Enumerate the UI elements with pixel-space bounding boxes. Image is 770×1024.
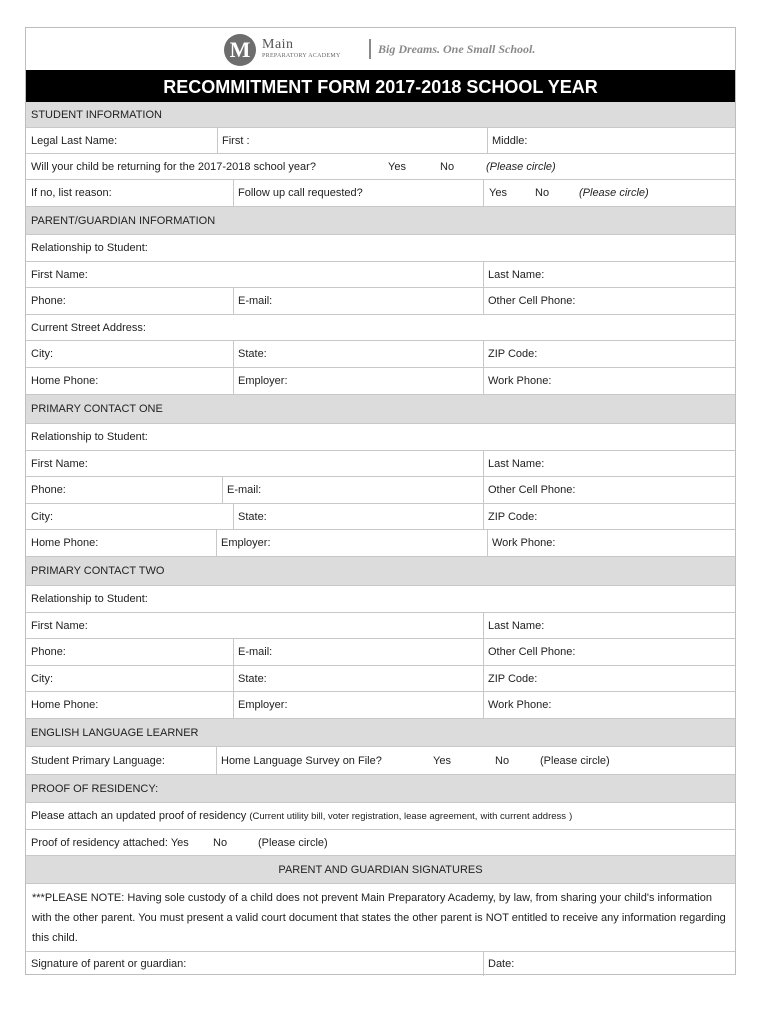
logo-band xyxy=(26,28,735,70)
employer-field[interactable]: Employer: xyxy=(238,375,288,387)
please-circle-note: (Please circle) xyxy=(540,754,610,767)
last-name-field[interactable]: Last Name: xyxy=(488,457,545,470)
city-field[interactable]: City: xyxy=(31,672,53,685)
home-phone-field[interactable]: Home Phone: xyxy=(31,699,99,711)
relationship-field[interactable]: Relationship to Student: xyxy=(31,242,148,254)
please-circle-note: (Please circle) xyxy=(258,836,328,849)
section-signatures xyxy=(26,856,735,884)
first-name-field[interactable]: First : xyxy=(222,134,250,147)
tagline: Big Dreams. One Small School. xyxy=(378,42,536,56)
attach-address-text: with current address xyxy=(480,810,567,822)
row-c2-phone xyxy=(26,639,735,666)
recommitment-form xyxy=(25,27,736,975)
street-address-field[interactable]: Current Street Address: xyxy=(31,321,146,334)
returning-yes-option[interactable]: Yes xyxy=(388,160,406,173)
row-returning xyxy=(26,154,735,180)
relationship-field[interactable]: Relationship to Student: xyxy=(31,593,148,605)
returning-no-option[interactable]: No xyxy=(440,160,455,173)
attach-main-text: Please attach an updated proof of residency xyxy=(31,810,247,822)
row-parent-name xyxy=(26,262,735,288)
logo-subtitle: PREPARATORY ACADEMY xyxy=(262,53,341,59)
residency-attached-yes-option[interactable]: Proof of residency attached: Yes xyxy=(31,836,189,849)
last-name-field[interactable]: Last Name: xyxy=(488,268,545,281)
custody-note: ***PLEASE NOTE: Having sole custody of a child does not prevent Main Preparatory Academy, by law, from sharing your child's information with the other parent. You must present a valid court document that states the other parent is NOT entitled to receive any information regarding this child. xyxy=(32,892,726,944)
section-parent-guardian xyxy=(26,207,735,235)
attach-close-text: ) xyxy=(569,810,573,822)
email-field[interactable]: E-mail: xyxy=(227,484,262,496)
row-parent-city xyxy=(26,341,735,368)
section-primary-contact-one xyxy=(26,395,735,424)
form-title: RECOMMITMENT FORM 2017-2018 SCHOOL YEAR xyxy=(26,70,735,102)
language-survey-question: Home Language Survey on File? xyxy=(221,754,382,767)
other-cell-phone-field[interactable]: Other Cell Phone: xyxy=(488,646,576,658)
zip-code-field[interactable]: ZIP Code: xyxy=(488,672,538,685)
legal-last-name-field[interactable]: Legal Last Name: xyxy=(31,134,118,147)
section-title: PRIMARY CONTACT ONE xyxy=(31,403,163,415)
section-title: PRIMARY CONTACT TWO xyxy=(31,565,165,577)
row-residency-attached xyxy=(26,830,735,856)
email-field[interactable]: E-mail: xyxy=(238,646,273,658)
section-title: PARENT AND GUARDIAN SIGNATURES xyxy=(278,863,483,876)
row-signature xyxy=(26,952,735,976)
survey-yes-option[interactable]: Yes xyxy=(433,754,451,767)
if-no-reason-field[interactable]: If no, list reason: xyxy=(31,187,112,199)
primary-language-field[interactable]: Student Primary Language: xyxy=(31,754,165,767)
follow-up-yes-option[interactable]: Yes xyxy=(489,187,507,199)
work-phone-field[interactable]: Work Phone: xyxy=(488,699,552,711)
state-field[interactable]: State: xyxy=(238,672,267,685)
row-c2-relationship xyxy=(26,586,735,613)
attach-detail-text: (Current utility bill, voter registration, lease agreement, xyxy=(249,810,478,822)
state-field[interactable]: State: xyxy=(238,348,267,360)
first-name-field[interactable]: First Name: xyxy=(31,268,88,281)
row-c2-name xyxy=(26,613,735,639)
follow-up-no-option[interactable]: No xyxy=(535,187,550,199)
work-phone-field[interactable]: Work Phone: xyxy=(488,375,552,387)
logo-name: Main xyxy=(262,37,294,52)
first-name-field[interactable]: First Name: xyxy=(31,457,88,470)
phone-field[interactable]: Phone: xyxy=(31,295,66,307)
survey-no-option[interactable]: No xyxy=(495,754,510,767)
row-parent-relationship xyxy=(26,235,735,262)
last-name-field[interactable]: Last Name: xyxy=(488,619,545,632)
other-cell-phone-field[interactable]: Other Cell Phone: xyxy=(488,484,576,496)
school-logo-icon: M xyxy=(224,34,256,66)
row-residency-attach xyxy=(26,803,735,830)
please-circle-note: (Please circle) xyxy=(579,187,649,199)
row-custody-note xyxy=(26,884,735,952)
zip-code-field[interactable]: ZIP Code: xyxy=(488,348,538,360)
divider xyxy=(483,180,484,206)
row-c2-home-phone xyxy=(26,692,735,719)
row-c1-phone xyxy=(26,477,735,504)
row-parent-home-phone xyxy=(26,368,735,395)
row-ell xyxy=(26,747,735,775)
employer-field[interactable]: Employer: xyxy=(238,699,288,711)
zip-code-field[interactable]: ZIP Code: xyxy=(488,510,538,523)
first-name-field[interactable]: First Name: xyxy=(31,619,88,632)
city-field[interactable]: City: xyxy=(31,510,53,523)
phone-field[interactable]: Phone: xyxy=(31,646,66,658)
section-title: PROOF OF RESIDENCY: xyxy=(31,782,159,795)
city-field[interactable]: City: xyxy=(31,348,53,360)
section-title: STUDENT INFORMATION xyxy=(31,108,162,121)
work-phone-field[interactable]: Work Phone: xyxy=(492,537,556,549)
row-c1-home-phone xyxy=(26,530,735,557)
section-student-info xyxy=(26,102,735,128)
home-phone-field[interactable]: Home Phone: xyxy=(31,537,99,549)
relationship-field[interactable]: Relationship to Student: xyxy=(31,431,148,443)
follow-up-question: Follow up call requested? xyxy=(238,187,363,199)
row-c2-city xyxy=(26,666,735,692)
middle-name-field[interactable]: Middle: xyxy=(492,134,528,147)
row-c1-relationship xyxy=(26,424,735,451)
other-cell-phone-field[interactable]: Other Cell Phone: xyxy=(488,295,576,307)
section-primary-contact-two xyxy=(26,557,735,586)
section-title: PARENT/GUARDIAN INFORMATION xyxy=(31,214,216,227)
row-student-name xyxy=(26,128,735,154)
row-c1-city xyxy=(26,504,735,530)
section-title: ENGLISH LANGUAGE LEARNER xyxy=(31,726,199,739)
state-field[interactable]: State: xyxy=(238,510,267,523)
row-parent-address xyxy=(26,315,735,341)
row-if-no xyxy=(26,180,735,207)
phone-field[interactable]: Phone: xyxy=(31,484,66,496)
returning-question: Will your child be returning for the 2017-2018 school year? xyxy=(31,160,316,173)
please-circle-note: (Please circle) xyxy=(486,160,556,173)
employer-field[interactable]: Employer: xyxy=(221,537,271,549)
residency-instructions xyxy=(26,803,572,829)
row-c1-name xyxy=(26,451,735,477)
row-parent-phone xyxy=(26,288,735,315)
residency-attached-no-option[interactable]: No xyxy=(213,836,228,849)
date-field[interactable]: Date: xyxy=(488,958,515,970)
parent-signature-field[interactable]: Signature of parent or guardian: xyxy=(31,958,187,970)
home-phone-field[interactable]: Home Phone: xyxy=(31,375,99,387)
email-field[interactable]: E-mail: xyxy=(238,295,273,307)
logo-divider xyxy=(369,39,371,59)
section-english-language-learner xyxy=(26,719,735,747)
section-proof-of-residency xyxy=(26,775,735,803)
